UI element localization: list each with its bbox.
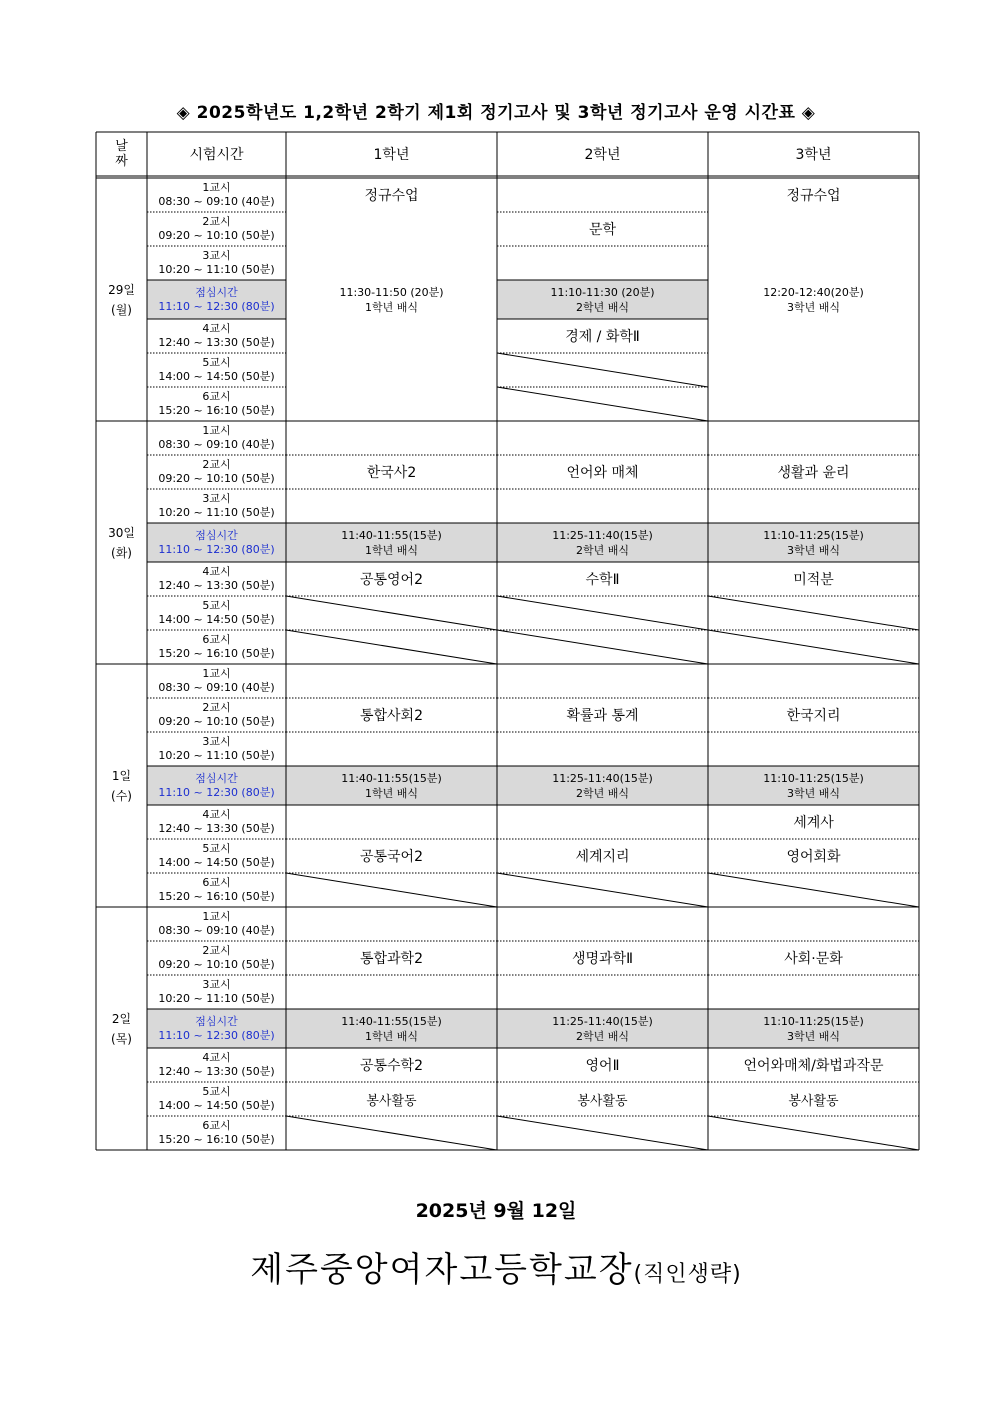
no-exam-slash [497,387,708,421]
day-label: 29일 (월) [108,282,135,317]
period-name: 3교시 [202,735,231,748]
exam-g1-exam2: 통합과학2 [359,951,423,967]
period-time: 09:20 ~ 10:10 (50분) [158,472,275,485]
period-5 [147,562,286,596]
period-time: 14:00 ~ 14:50 (50분) [158,370,275,383]
exam-g3-exam2: 사회·문화 [784,951,843,967]
exam-g2-exam5: 세계지리 [575,849,630,865]
principal-name: 제주중앙여자고등학교장 [250,1250,634,1290]
period-time: 15:20 ~ 16:10 (50분) [158,890,275,903]
exam-g1-exam2: 한국사2 [366,465,417,481]
period-time: 09:20 ~ 10:10 (50분) [158,715,275,728]
issue-date: 2025년 9월 12일 [415,1200,577,1222]
lunch-serving-g3: 12:20-12:40(20분) 3학년 배식 [763,285,864,314]
period-time: 12:40 ~ 13:30 (50분) [158,336,275,349]
period-name: 6교시 [202,633,231,646]
lunch-serving-g1: 11:30-11:50 (20분) 1학년 배식 [339,285,444,314]
period-4 [147,766,286,805]
period-name: 4교시 [202,808,231,821]
period-time: 11:10 ~ 12:30 (80분) [158,542,275,556]
period-time: 15:20 ~ 16:10 (50분) [158,1133,275,1146]
day-label: 1일 (수) [111,768,132,803]
period-name: 5교시 [202,842,231,855]
period-time: 12:40 ~ 13:30 (50분) [158,1065,275,1078]
period-1 [147,421,286,455]
period-7 [147,387,286,421]
no-exam-slash [497,873,708,907]
header-grade-2: 2학년 [584,147,621,163]
no-exam-slash [497,596,708,630]
period-name: 3교시 [202,978,231,991]
no-exam-slash [286,630,497,664]
period-name: 5교시 [202,1085,231,1098]
period-time: 11:10 ~ 12:30 (80분) [158,1028,275,1042]
no-exam-slash [497,630,708,664]
period-5 [147,805,286,839]
no-exam-slash [286,873,497,907]
lunch-serving-g3: 11:10-11:25(15분) 3학년 배식 [763,1014,864,1043]
exam-g2-exam4: 수학Ⅱ [585,572,620,588]
period-name: 1교시 [202,910,231,923]
header-grade-3: 3학년 [795,147,832,163]
lunch-serving-g1: 11:40-11:55(15분) 1학년 배식 [341,771,442,800]
exam-g2-exam2: 생명과학Ⅱ [572,951,633,967]
period-4 [147,280,286,319]
regular-class-g3: 정규수업 [786,188,841,204]
period-3 [147,489,286,523]
period-3 [147,246,286,280]
period-time: 11:10 ~ 12:30 (80분) [158,299,275,313]
period-name: 6교시 [202,390,231,403]
period-name: 1교시 [202,181,231,194]
period-name: 점심시간 [195,285,238,299]
no-exam-slash [497,1116,708,1150]
period-1 [147,907,286,941]
exam-g1-exam4: 공통수학2 [359,1058,423,1074]
period-name: 6교시 [202,1119,231,1132]
period-5 [147,1048,286,1082]
period-name: 3교시 [202,249,231,262]
exam-g3-exam2: 생활과 윤리 [777,465,850,481]
exam-g1-exam5: 공통국어2 [359,849,423,865]
period-7 [147,630,286,664]
period-time: 15:20 ~ 16:10 (50분) [158,647,275,660]
exam-g3-exam2: 한국지리 [786,708,841,724]
exam-g2-exam5: 봉사활동 [577,1093,628,1109]
exam-g3-exam4: 언어와매체/화법과작문 [743,1058,884,1074]
period-2 [147,698,286,732]
period-time: 14:00 ~ 14:50 (50분) [158,856,275,869]
no-exam-slash [286,596,497,630]
period-6 [147,596,286,630]
period-time: 15:20 ~ 16:10 (50분) [158,404,275,417]
period-name: 6교시 [202,876,231,889]
exam-g3-exam4: 미적분 [793,572,834,588]
period-3 [147,732,286,766]
period-time: 09:20 ~ 10:10 (50분) [158,958,275,971]
lunch-serving-g1: 11:40-11:55(15분) 1학년 배식 [341,1014,442,1043]
period-time: 08:30 ~ 09:10 (40분) [158,924,275,937]
no-exam-slash [497,353,708,387]
timetable [96,132,919,1150]
period-name: 5교시 [202,356,231,369]
period-name: 1교시 [202,424,231,437]
period-name: 점심시간 [195,771,238,785]
exam-g2-exam2: 확률과 통계 [566,708,639,724]
period-name: 4교시 [202,322,231,335]
page-title: ◈ 2025학년도 1,2학년 2학기 제1회 정기고사 및 3학년 정기고사 운영 시간표 ◈ [176,103,816,123]
period-time: 11:10 ~ 12:30 (80분) [158,785,275,799]
no-exam-slash [708,630,919,664]
exam-g2-exam4: 경제 / 화학Ⅱ [565,329,640,345]
period-time: 10:20 ~ 11:10 (50분) [158,506,275,519]
lunch-serving-g2: 11:25-11:40(15분) 2학년 배식 [552,1014,653,1043]
period-name: 1교시 [202,667,231,680]
period-time: 14:00 ~ 14:50 (50분) [158,1099,275,1112]
exam-g3-exam4: 세계사 [793,815,834,831]
exam-g1-exam5: 봉사활동 [366,1093,417,1109]
lunch-serving-g2: 11:10-11:30 (20분) 2학년 배식 [550,285,655,314]
period-name: 2교시 [202,215,231,228]
period-4 [147,523,286,562]
period-name: 점심시간 [195,1014,238,1028]
lunch-serving-g3: 11:10-11:25(15분) 3학년 배식 [763,771,864,800]
period-1 [147,664,286,698]
period-time: 14:00 ~ 14:50 (50분) [158,613,275,626]
period-time: 12:40 ~ 13:30 (50분) [158,822,275,835]
header-grade-1: 1학년 [373,147,410,163]
period-name: 4교시 [202,1051,231,1064]
period-time: 08:30 ~ 09:10 (40분) [158,681,275,694]
day-label: 2일 (목) [111,1011,132,1046]
period-time: 10:20 ~ 11:10 (50분) [158,992,275,1005]
period-7 [147,873,286,907]
period-7 [147,1116,286,1150]
period-time: 08:30 ~ 09:10 (40분) [158,438,275,451]
exam-g1-exam2: 통합사회2 [359,708,423,724]
period-6 [147,839,286,873]
period-name: 5교시 [202,599,231,612]
lunch-serving-g3: 11:10-11:25(15분) 3학년 배식 [763,528,864,557]
period-time: 12:40 ~ 13:30 (50분) [158,579,275,592]
exam-g3-exam5: 영어회화 [786,849,841,865]
period-name: 2교시 [202,458,231,471]
period-name: 2교시 [202,944,231,957]
exam-g1-exam4: 공통영어2 [359,572,423,588]
period-time: 10:20 ~ 11:10 (50분) [158,263,275,276]
no-exam-slash [286,1116,497,1150]
lunch-serving-g2: 11:25-11:40(15분) 2학년 배식 [552,528,653,557]
period-2 [147,455,286,489]
period-2 [147,212,286,246]
header-date: 날 짜 [115,139,128,169]
exam-g2-exam4: 영어Ⅱ [585,1058,620,1074]
period-3 [147,975,286,1009]
period-name: 3교시 [202,492,231,505]
no-exam-slash [708,596,919,630]
lunch-serving-g2: 11:25-11:40(15분) 2학년 배식 [552,771,653,800]
period-2 [147,941,286,975]
period-name: 점심시간 [195,528,238,542]
exam-g2-exam2: 문학 [588,222,617,238]
lunch-serving-g1: 11:40-11:55(15분) 1학년 배식 [341,528,442,557]
seal-omitted-note: (직인생략) [633,1262,742,1287]
no-exam-slash [708,873,919,907]
exam-g3-exam5: 봉사활동 [788,1093,839,1109]
period-1 [147,178,286,212]
day-label: 30일 (화) [108,525,135,560]
principal-signature [0,1242,992,1291]
period-6 [147,1082,286,1116]
period-time: 09:20 ~ 10:10 (50분) [158,229,275,242]
period-4 [147,1009,286,1048]
period-time: 10:20 ~ 11:10 (50분) [158,749,275,762]
no-exam-slash [708,1116,919,1150]
exam-g2-exam2: 언어와 매체 [566,465,639,481]
period-6 [147,353,286,387]
period-name: 4교시 [202,565,231,578]
period-name: 2교시 [202,701,231,714]
header-exam-time: 시험시간 [189,147,244,163]
period-time: 08:30 ~ 09:10 (40분) [158,195,275,208]
period-5 [147,319,286,353]
regular-class-g1: 정규수업 [364,188,419,204]
